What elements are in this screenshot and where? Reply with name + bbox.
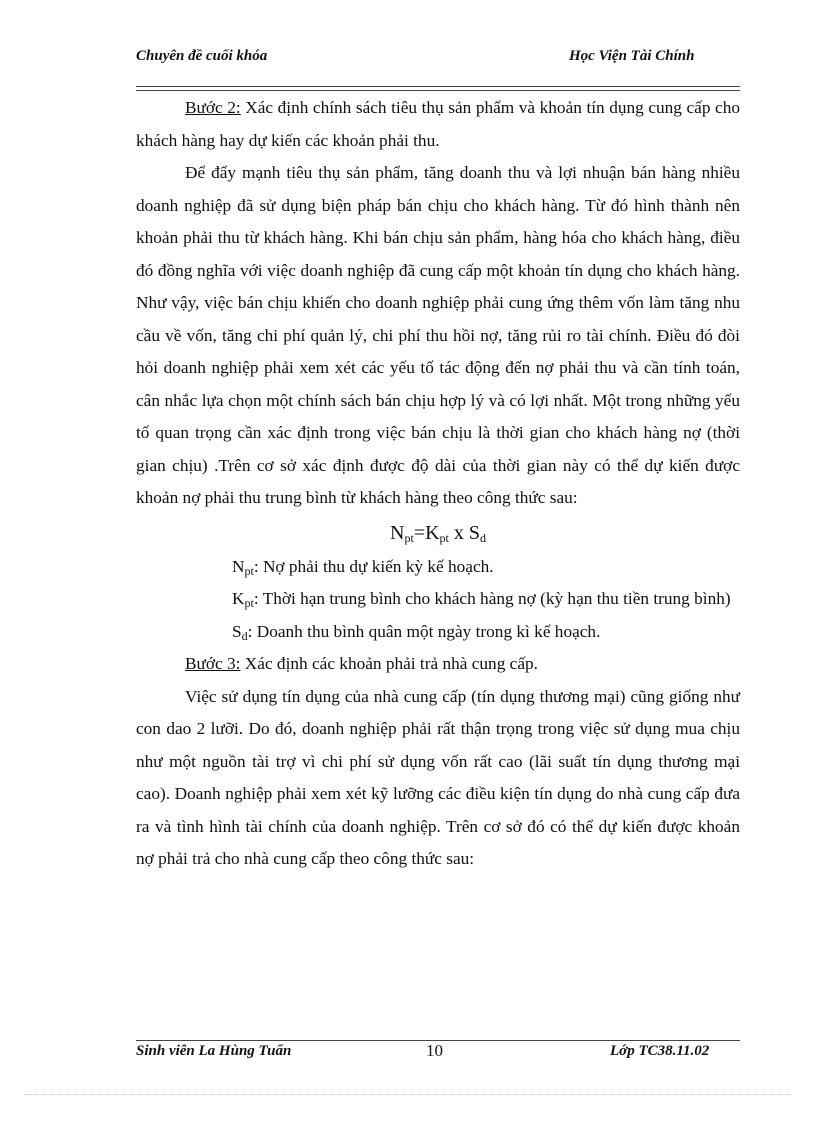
header-right: Học Viện Tài Chính — [569, 48, 695, 64]
header-rule — [136, 86, 740, 87]
header-left: Chuyên đề cuối khóa — [136, 48, 268, 64]
paragraph-receivables: Để đẩy mạnh tiêu thụ sản phẩm, tăng doanh thu và lợi nhuận bán hàng nhiều doanh nghiệp đã sử dụng biện pháp bán chịu cho khách hàng. Từ đó hình thành nên khoản phải thu từ khách hàng. Khi bán chịu sản phẩm, hàng hóa cho khách hàng, điều đó đồng nghĩa với việc doanh nghiệp đã cung cấp một khoản tín dụng cho khách hàng. Như vậy, việc bán chịu khiến cho doanh nghiệp phải cung ứng thêm vốn làm tăng nhu cầu về vốn, tăng chi phí quản lý, chi phí thu hồi nợ, tăng rủi ro tài chính. Điều đó đòi hỏi doanh nghiệp phải xem xét các yếu tố tác động đến nợ phải thu và cần tính toán, cân nhắc lựa chọn một chính sách bán chịu hợp lý và có lợi nhất. Một trong những yếu tố quan trọng cần xác định trong việc bán chịu là thời gian cho khách hàng nợ (thời gian chịu) .Trên cơ sở xác định được độ dài của thời gian này có thể dự kiến được khoản nợ phải thu trung bình từ khách hàng theo công thức sau: — [136, 163, 740, 507]
paragraph-step-3: Bước 3: Xác định các khoản phải trả nhà cung cấp. — [185, 654, 538, 673]
definition-npt: $N_{pt}$: Nợ phải thu dự kiến kỳ kế hoạch. — [232, 556, 494, 578]
paragraph-payables: Việc sử dụng tín dụng của nhà cung cấp (tín dụng thương mại) cũng giống như con dao 2 lưỡi. Do đó, doanh nghiệp phải rất thận trọng trong việc sử dụng mua chịu như một nguồn tài trợ vì chi phí sử dụng vốn rất cao (lãi suất tín dụng thương mại cao). Doanh nghiệp phải xem xét kỹ lưỡng các điều kiện tín dụng do nhà cung cấp đưa ra và tình hình tài chính của doanh nghiệp. Trên cơ sở đó có thể dự kiến được khoản nợ phải trả cho nhà cung cấp theo công thức sau: — [136, 686, 740, 868]
formula-receivables: $N_{pt}=K_{pt}$ x $S_d$ — [390, 521, 486, 545]
page-body — [136, 92, 740, 876]
step-3-label: Bước 3: — [185, 654, 241, 673]
step-2-label: Bước 2: — [185, 98, 241, 117]
definition-kpt: $K_{pt}$: Thời hạn trung bình cho khách hàng nợ (kỳ hạn thu tiền trung bình) — [232, 589, 731, 610]
page-edge-dotted — [24, 1094, 792, 1095]
footer-left: Sinh viên La Hùng Tuấn — [136, 1043, 292, 1059]
definition-sd: $S_d$: Doanh thu bình quân một ngày trong kì kế hoạch. — [232, 621, 601, 643]
paragraph-step-2: Bước 2: Xác định chính sách tiêu thụ sản phẩm và khoản tín dụng cung cấp cho khách hàng hay dự kiến các khoản phải thu. — [136, 98, 740, 150]
footer-right: Lớp TC38.11.02 — [610, 1043, 710, 1059]
page-number: 10 — [426, 1041, 443, 1060]
header-rule-2 — [136, 90, 740, 91]
